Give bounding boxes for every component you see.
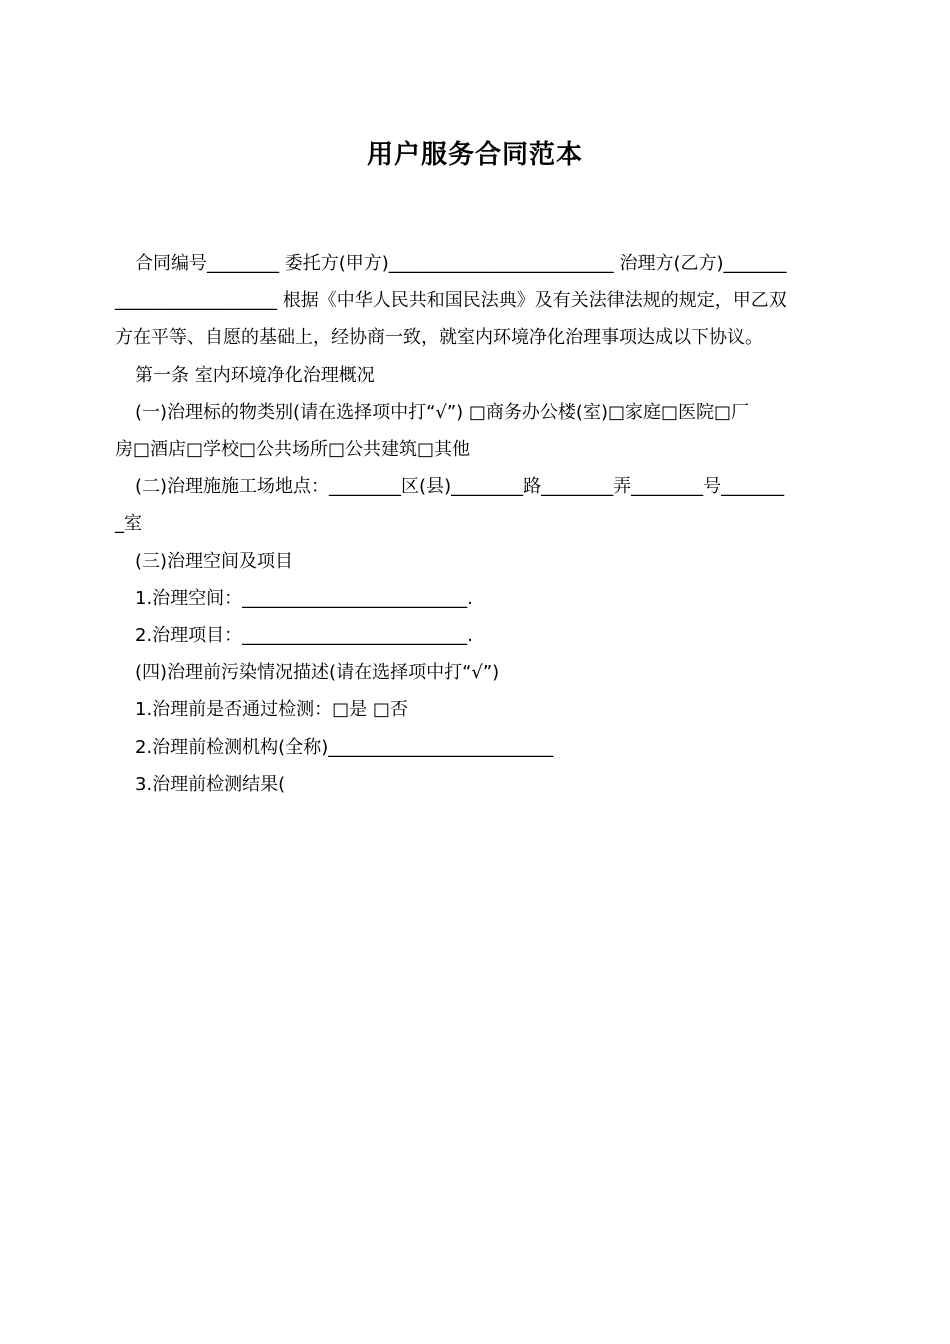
test-result-line: 3.治理前检测结果( — [135, 773, 286, 795]
treatment-items-line: 2.治理项目：_________________________. — [135, 625, 473, 647]
testing-agency-line: 2.治理前检测机构(全称)_________________________ — [135, 736, 554, 758]
site-location-line: (二)治理施施工场地点：________区(县)________路________弄________号_______ — [135, 476, 785, 498]
target-category-line: (一)治理标的物类别(请在选择项中打“√”) □商务办公楼(室)□家庭□医院□厂 — [135, 401, 750, 423]
space-and-items-heading: (三)治理空间及项目 — [135, 550, 294, 572]
legal-basis-line: __________________ 根据《中华人民共和国民法典》及有关法律法规的规定，甲乙双 — [115, 290, 787, 312]
agreement-intro-line: 方在平等、自愿的基础上，经协商一致，就室内环境净化治理事项达成以下协议。 — [115, 327, 763, 349]
pollution-description-heading: (四)治理前污染情况描述(请在选择项中打“√”) — [135, 662, 500, 684]
contract-header-line: 合同编号________ 委托方(甲方)_________________________ 治理方(乙方)_______ — [135, 253, 787, 274]
site-location-continued: _室 — [115, 513, 142, 535]
target-category-continued: 房□酒店□学校□公共场所□公共建筑□其他 — [115, 439, 471, 461]
document-body — [115, 245, 837, 803]
treatment-space-line: 1.治理空间：_________________________. — [135, 587, 473, 609]
document-title: 用户服务合同范本 — [366, 140, 583, 170]
pre-test-question-line: 1.治理前是否通过检测：□是 □否 — [135, 699, 408, 721]
article-1-heading: 第一条 室内环境净化治理概况 — [135, 364, 375, 386]
